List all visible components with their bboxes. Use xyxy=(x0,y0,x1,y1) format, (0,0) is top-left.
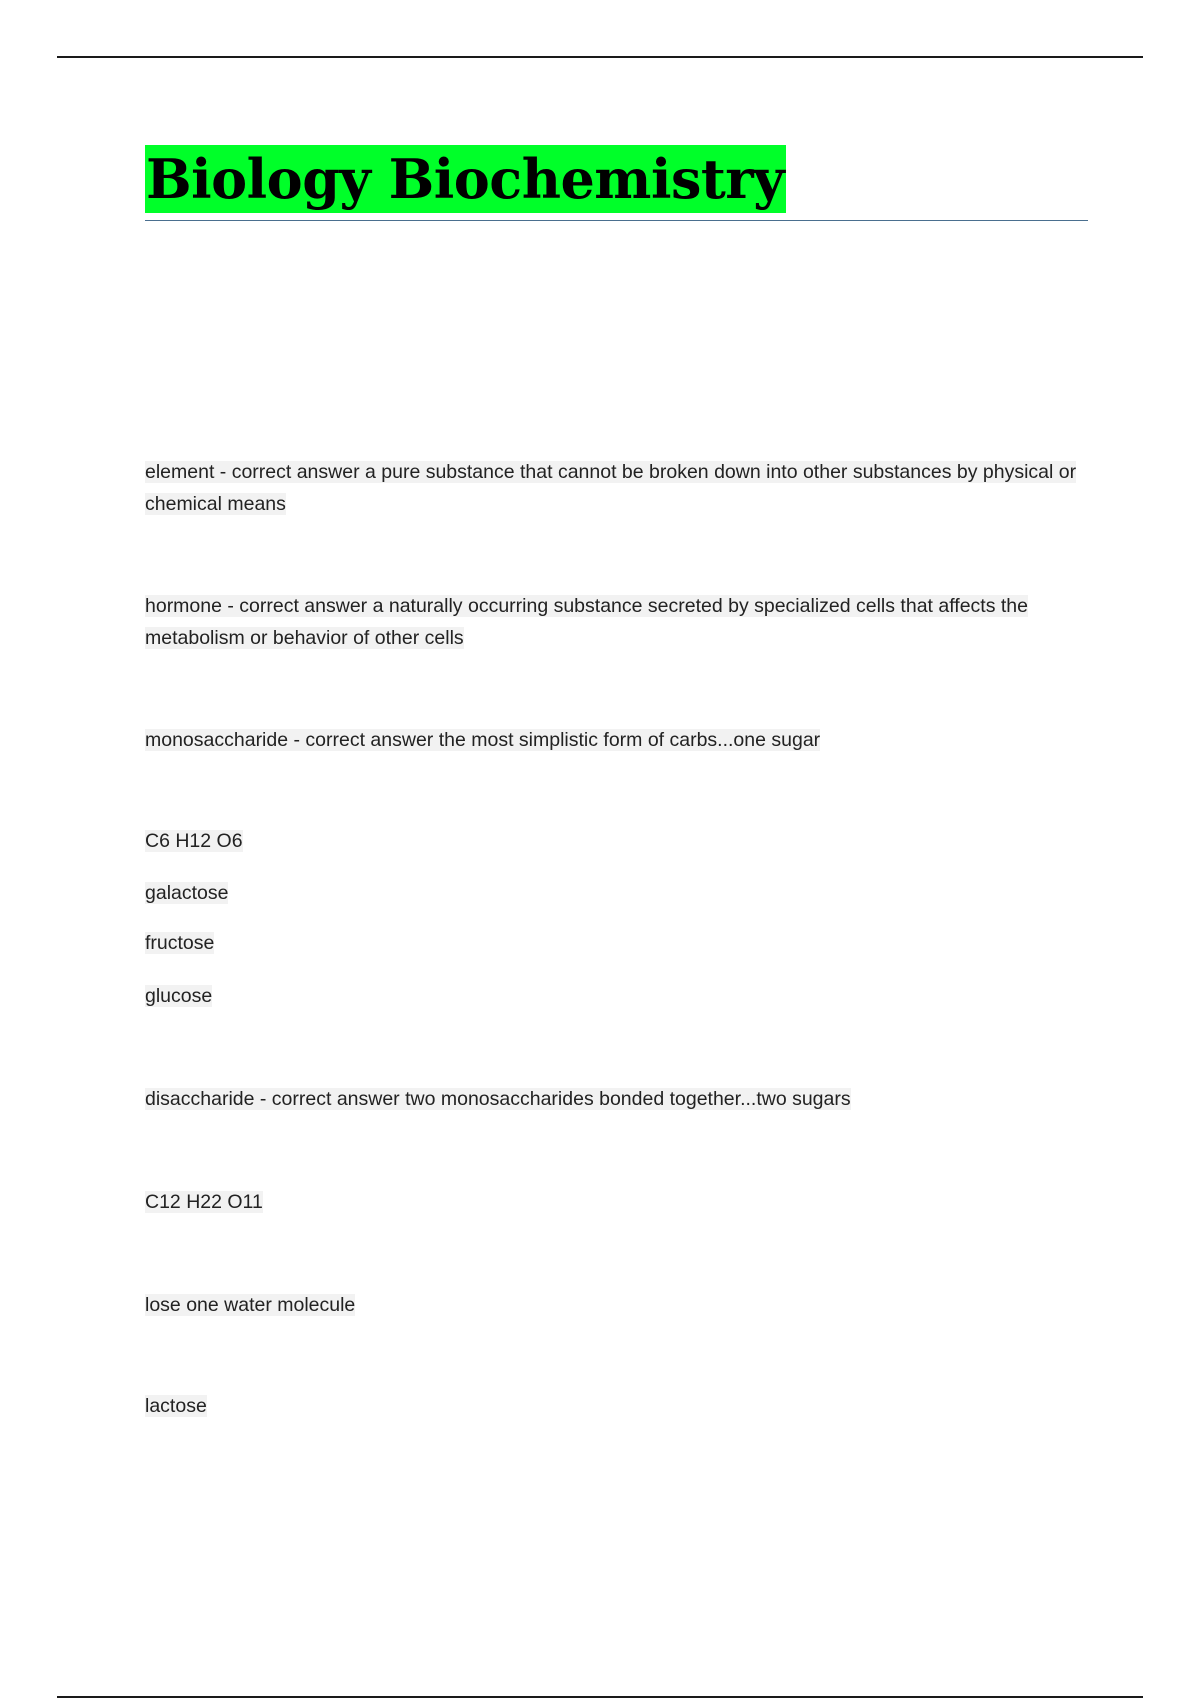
entry-formula-c12 xyxy=(145,1186,263,1218)
entry-text: lactose xyxy=(145,1395,207,1417)
entry-glucose xyxy=(145,980,212,1012)
entry-element xyxy=(145,456,1085,520)
entry-text: C12 H22 O11 xyxy=(145,1191,263,1213)
page-top-rule xyxy=(57,56,1143,58)
entry-formula-c6 xyxy=(145,825,243,857)
entry-text: lose one water molecule xyxy=(145,1294,356,1316)
entry-text: element - correct answer a pure substance that cannot be broken down into other substances by physical or chemical means xyxy=(145,461,1077,515)
page-bottom-rule xyxy=(57,1696,1143,1698)
entry-fructose xyxy=(145,927,214,959)
document-title: Biology Biochemistry xyxy=(146,147,785,211)
entry-text: galactose xyxy=(145,882,229,904)
entry-text: glucose xyxy=(145,985,213,1007)
entry-text: disaccharide - correct answer two monosaccharides bonded together...two sugars xyxy=(145,1088,851,1110)
entry-text: hormone - correct answer a naturally occurring substance secreted by specialized cells that affects the metabolism or behavior of other cells xyxy=(145,595,1028,649)
entry-text: fructose xyxy=(145,932,215,954)
entry-text: monosaccharide - correct answer the most simplistic form of carbs...one sugar xyxy=(145,729,821,751)
entry-hormone xyxy=(145,590,1085,654)
entry-text: C6 H12 O6 xyxy=(145,830,243,852)
entry-water xyxy=(145,1289,355,1321)
entry-lactose xyxy=(145,1390,207,1422)
title-underline xyxy=(145,220,1088,221)
title-block xyxy=(145,145,786,213)
entry-monosaccharide xyxy=(145,724,820,756)
entry-disaccharide xyxy=(145,1083,851,1115)
entry-galactose xyxy=(145,877,228,909)
